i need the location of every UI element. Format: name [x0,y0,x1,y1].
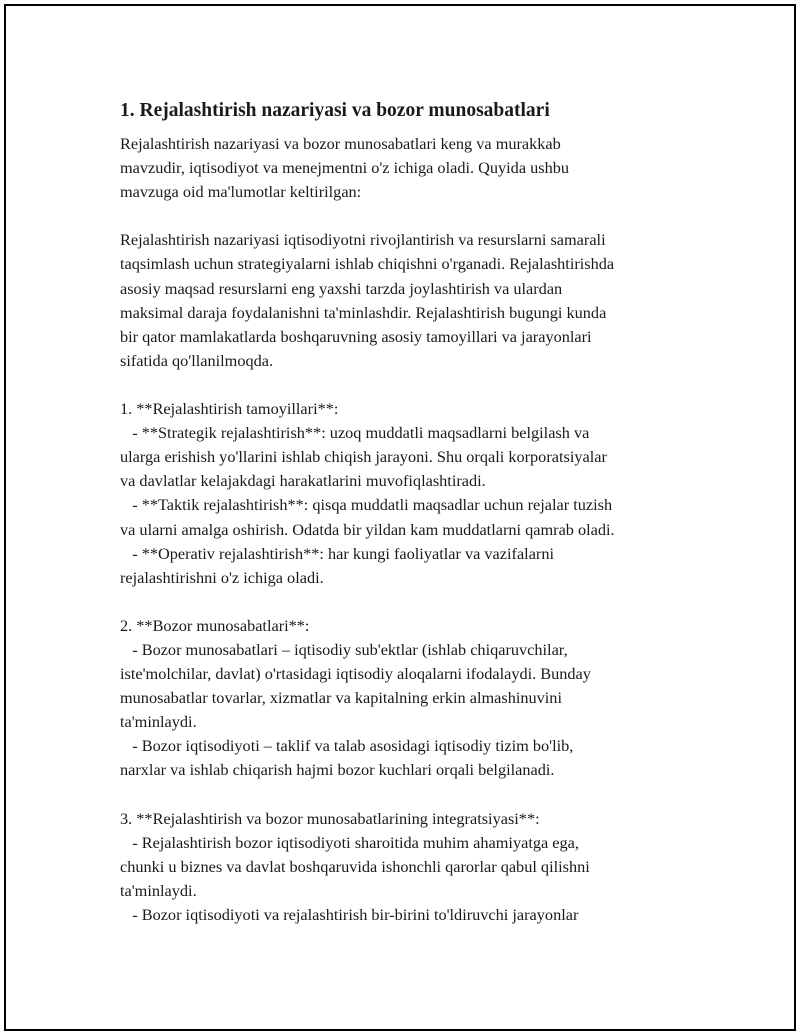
text-line: va ularni amalga oshirish. Odatda bir yildan kam muddatlarni qamrab oladi. [120,519,615,539]
text-line: bir qator mamlakatlarda boshqaruvning asosiy tamoyillari va jarayonlari [120,326,592,346]
text-line: ularga erishish yo'llarini ishlab chiqish jarayoni. Shu orqali korporatsiyalar [120,447,607,467]
text-line: munosabatlar tovarlar, xizmatlar va kapitalning erkin almashinuvini [120,688,562,708]
document-content [120,98,690,927]
text-line: 3. **Rejalashtirish va bozor munosabatlarining integratsiyasi**: [120,808,540,828]
text-line: taqsimlash uchun strategiyalarni ishlab chiqishni o'rganadi. Rejalashtirishda [120,254,615,274]
text-line: 1. **Rejalashtirish tamoyillari**: [120,399,339,419]
text-line: iste'molchilar, davlat) o'rtasidagi iqtisodiy aloqalarni ifodalaydi. Bunday [120,664,591,684]
text-line: mavzudir, iqtisodiyot va menejmentni o'z ichiga oladi. Quyida ushbu [120,158,570,178]
text-line: maksimal daraja foydalanishni ta'minlashdir. Rejalashtirish bugungi kunda [120,302,607,322]
text-line: Rejalashtirish nazariyasi iqtisodiyotni rivojlantirish va resurslarni samarali [120,230,606,250]
text-line: - Bozor iqtisodiyoti – taklif va talab asosidagi iqtisodiy tizim bo'lib, [120,736,574,756]
text-line [120,204,690,228]
text-line: Rejalashtirish nazariyasi va bozor munosabatlari keng va murakkab [120,134,561,153]
text-line: - Bozor iqtisodiyoti va rejalashtirish bir-birini to'ldiruvchi jarayonlar [120,905,579,924]
text-line: sifatida qo'llanilmoqda. [120,350,274,370]
text-line [120,783,690,807]
text-line: - Bozor munosabatlari – iqtisodiy sub'ektlar (ishlab chiqaruvchilar, [120,639,568,659]
text-line [120,373,690,397]
document-body [120,132,690,927]
text-line: - **Operativ rejalashtirish**: har kungi faoliyatlar va vazifalarni [120,543,555,563]
text-line: mavzuga oid ma'lumotlar keltirilgan: [120,182,362,202]
text-line: 2. **Bozor munosabatlari**: [120,615,310,635]
document-page [4,4,796,1031]
text-line: - **Strategik rejalashtirish**: uzoq muddatli maqsadlarni belgilash va [120,423,590,443]
text-line: rejalashtirishni o'z ichiga oladi. [120,567,324,587]
text-line: ta'minlaydi. [120,880,197,900]
text-line: chunki u biznes va davlat boshqaruvida ishonchli qarorlar qabul qilishni [120,856,590,876]
text-line: narxlar va ishlab chiqarish hajmi bozor kuchlari orqali belgilanadi. [120,760,555,780]
document-title: 1. Rejalashtirish nazariyasi va bozor munosabatlari [120,100,550,121]
text-line: ta'minlaydi. [120,712,197,732]
text-line: va davlatlar kelajakdagi harakatlarini muvofiqlashtiradi. [120,471,486,491]
text-line [120,590,690,614]
text-line: - Rejalashtirish bozor iqtisodiyoti sharoitida muhim ahamiyatga ega, [120,832,579,852]
text-line: - **Taktik rejalashtirish**: qisqa muddatli maqsadlar uchun rejalar tuzish [120,495,613,515]
text-line: asosiy maqsad resurslarni eng yaxshi tarzda joylashtirish va ulardan [120,278,563,298]
